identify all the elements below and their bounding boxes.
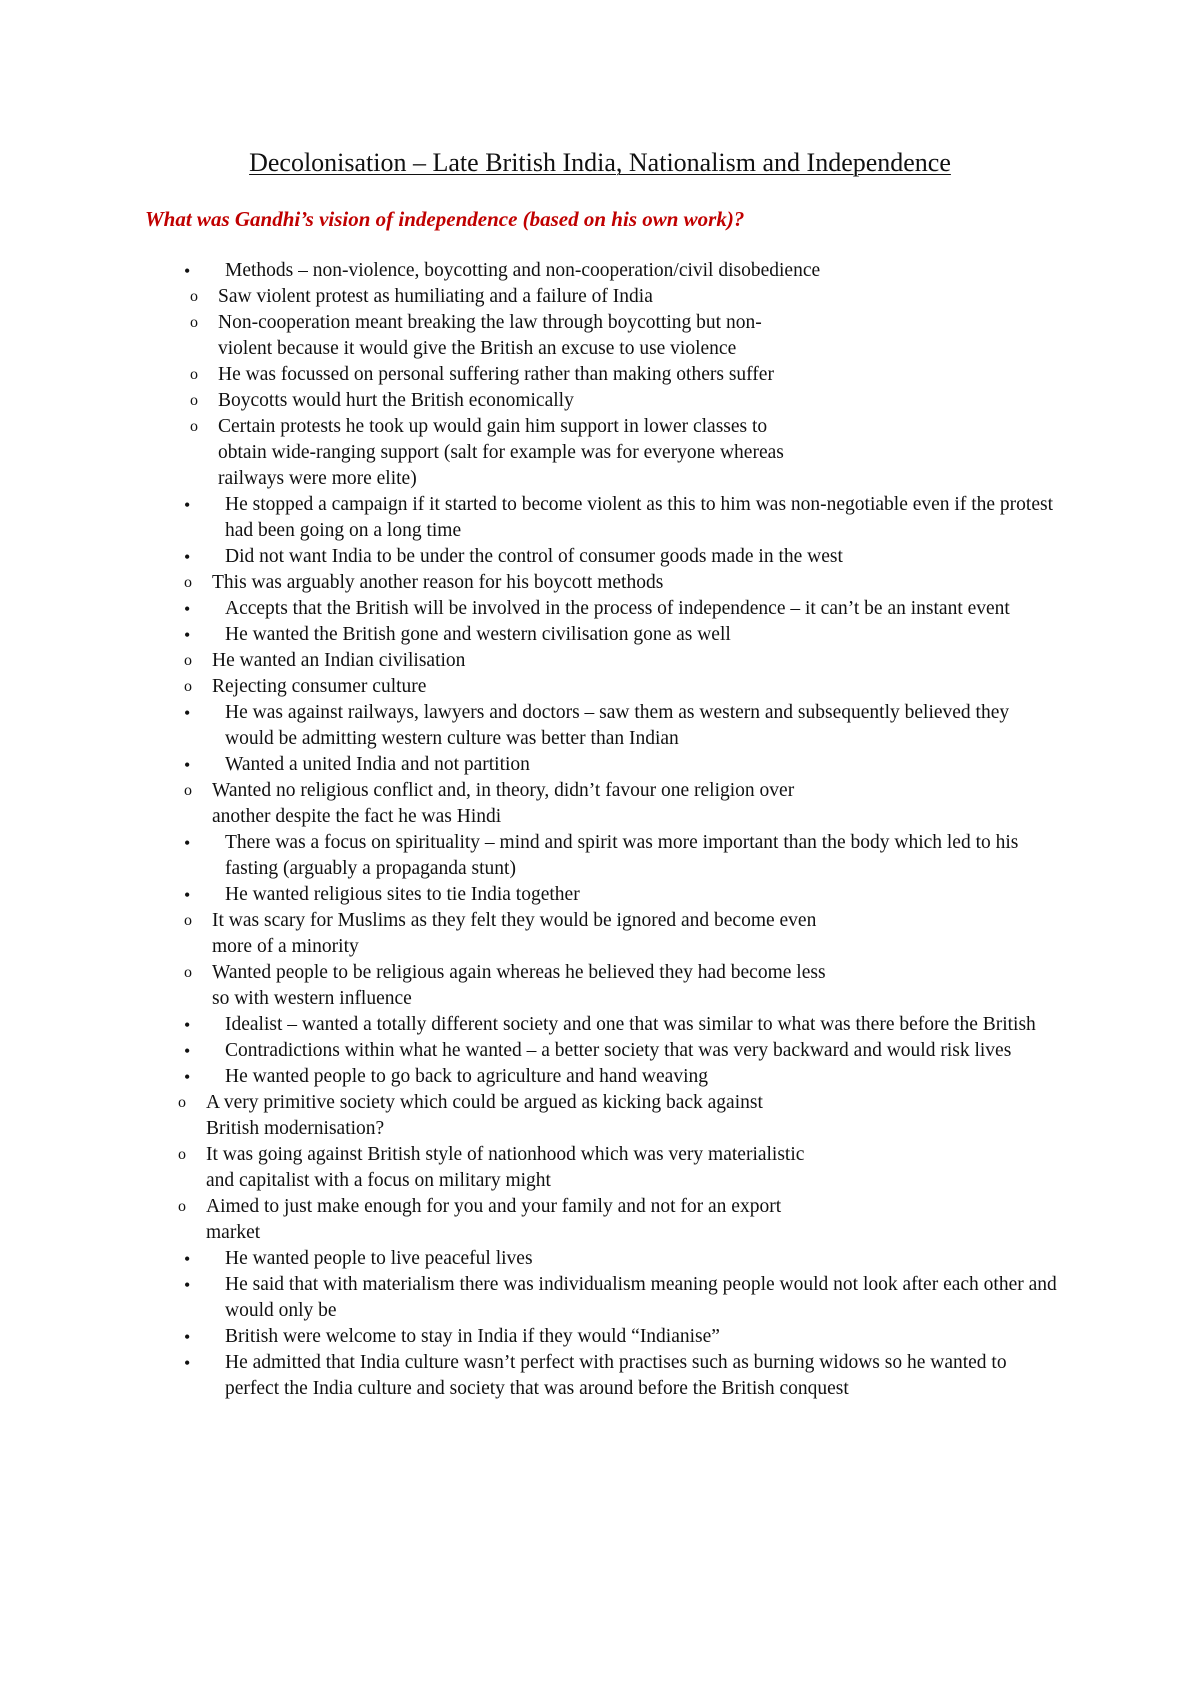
section-question-heading: What was Gandhi’s vision of independence (based on his own work)?	[145, 207, 745, 231]
sub-list-item	[184, 908, 842, 960]
list-item-text: He wanted the British gone and western civilisation gone as well	[225, 624, 731, 645]
list-item-text: He was against railways, lawyers and doctors – saw them as western and subsequently believed they would be admitting western culture was better than Indian	[225, 702, 1010, 749]
list-item-text: He stopped a campaign if it started to become violent as this to him was non-negotiable even if the protest had been going on a long time	[225, 494, 1053, 541]
bullet-icon: •	[184, 625, 191, 645]
sub-list-item	[190, 310, 808, 362]
sub-bullet-icon: o	[178, 1198, 186, 1215]
list-item-text: Wanted a united India and not partition	[225, 754, 530, 775]
list-item-text: Accepts that the British will be involved in the process of independence – it can’t be an instant event	[225, 598, 1010, 619]
list-item	[0, 1324, 1060, 1350]
list-item	[0, 492, 1060, 544]
sub-bullet-icon: o	[178, 1146, 186, 1163]
bullet-list	[0, 258, 1200, 1402]
bullet-icon: •	[184, 547, 191, 567]
sub-list-item	[184, 960, 842, 1012]
sub-list-item	[190, 362, 808, 388]
list-item	[0, 700, 1060, 752]
list-item	[0, 1064, 1060, 1090]
sub-bullet-icon: o	[184, 912, 192, 929]
sub-bullet-icon: o	[184, 782, 192, 799]
sub-bullet-icon: o	[190, 314, 198, 331]
sub-list-item	[184, 778, 842, 830]
list-item-text: Methods – non-violence, boycotting and non-cooperation/civil disobedience	[225, 260, 821, 281]
list-item-text: British were welcome to stay in India if they would “Indianise”	[225, 1326, 720, 1347]
bullet-icon: •	[184, 1353, 191, 1373]
sub-list-item	[178, 1090, 806, 1142]
sub-list-item-text: This was arguably another reason for his boycott methods	[212, 572, 664, 593]
sub-list-item	[178, 1194, 806, 1246]
bullet-icon: •	[184, 1067, 191, 1087]
list-item	[0, 830, 1060, 882]
sub-list-item-text: Wanted people to be religious again whereas he believed they had become less so with western influence	[212, 962, 826, 1009]
list-item-text: He wanted people to live peaceful lives	[225, 1248, 533, 1269]
sub-list-item	[190, 388, 808, 414]
bullet-icon: •	[184, 1249, 191, 1269]
list-item	[0, 752, 1060, 778]
sub-list-item-text: Wanted no religious conflict and, in theory, didn’t favour one religion over another despite the fact he was Hindi	[212, 780, 795, 827]
sub-list	[184, 908, 842, 1012]
list-item	[0, 1350, 1060, 1402]
sub-list-item-text: Certain protests he took up would gain him support in lower classes to obtain wide-ranging support (salt for example was for everyone whereas railways were more elite)	[218, 416, 784, 489]
list-item	[0, 882, 1060, 908]
list-item-text: He wanted people to go back to agriculture and hand weaving	[225, 1066, 708, 1087]
list-item	[0, 544, 1060, 570]
list-item	[0, 1012, 1060, 1038]
bullet-icon: •	[184, 755, 191, 775]
sub-bullet-icon: o	[190, 392, 198, 409]
bullet-icon: •	[184, 1015, 191, 1035]
list-item-text: He said that with materialism there was individualism meaning people would not look after each other and would only be	[225, 1274, 1057, 1321]
sub-list-item-text: He was focussed on personal suffering rather than making others suffer	[218, 364, 774, 385]
bullet-icon: •	[184, 495, 191, 515]
sub-bullet-icon: o	[184, 574, 192, 591]
sub-bullet-icon: o	[184, 678, 192, 695]
sub-list-item	[178, 1142, 806, 1194]
sub-list-item-text: He wanted an Indian civilisation	[212, 650, 466, 671]
bullet-icon: •	[184, 1275, 191, 1295]
sub-list	[184, 778, 842, 830]
sub-list-item-text: It was scary for Muslims as they felt they would be ignored and become even more of a minority	[212, 910, 817, 957]
list-item-text: He wanted religious sites to tie India together	[225, 884, 580, 905]
list-item	[0, 1272, 1060, 1324]
document-title: Decolonisation – Late British India, Nationalism and Independence	[249, 148, 951, 177]
list-item-text: He admitted that India culture wasn’t perfect with practises such as burning widows so he wanted to perfect the India culture and society that was around before the British conquest	[225, 1352, 1007, 1399]
sub-bullet-icon: o	[184, 652, 192, 669]
sub-list-item-text: Non-cooperation meant breaking the law through boycotting but non-violent because it would give the British an excuse to use violence	[218, 312, 762, 359]
sub-list-item-text: It was going against British style of nationhood which was very materialistic and capitalist with a focus on military might	[206, 1144, 805, 1191]
sub-bullet-icon: o	[190, 366, 198, 383]
bullet-icon: •	[184, 1327, 191, 1347]
sub-bullet-icon: o	[184, 964, 192, 981]
sub-list-item-text: Aimed to just make enough for you and your family and not for an export market	[206, 1196, 782, 1243]
list-item-text: Did not want India to be under the control of consumer goods made in the west	[225, 546, 843, 567]
list-item-text: Idealist – wanted a totally different society and one that was similar to what was there before the British	[225, 1014, 1036, 1035]
sub-list-item	[190, 284, 808, 310]
sub-list	[190, 284, 808, 492]
sub-list-item-text: Rejecting consumer culture	[212, 676, 427, 697]
list-item	[0, 622, 1060, 648]
bullet-icon: •	[184, 1041, 191, 1061]
list-item	[0, 258, 1060, 284]
bullet-icon: •	[184, 703, 191, 723]
list-item	[0, 596, 1060, 622]
sub-list-item-text: Boycotts would hurt the British economically	[218, 390, 574, 411]
sub-bullet-icon: o	[190, 418, 198, 435]
sub-list	[184, 648, 842, 700]
bullet-icon: •	[184, 599, 191, 619]
list-item-text: Contradictions within what he wanted – a better society that was very backward and would risk lives	[225, 1040, 1012, 1061]
sub-list-item	[184, 674, 842, 700]
sub-bullet-icon: o	[178, 1094, 186, 1111]
bullet-icon: •	[184, 885, 191, 905]
sub-list	[178, 1090, 806, 1246]
sub-list-item	[184, 570, 842, 596]
bullet-icon: •	[184, 833, 191, 853]
sub-list-item	[184, 648, 842, 674]
list-item	[0, 1246, 1060, 1272]
list-item-text: There was a focus on spirituality – mind and spirit was more important than the body which led to his fasting (arguably a propaganda stunt)	[225, 832, 1019, 879]
sub-list-item	[190, 414, 808, 492]
sub-list-item-text: Saw violent protest as humiliating and a failure of India	[218, 286, 653, 307]
list-item	[0, 1038, 1060, 1064]
sub-bullet-icon: o	[190, 288, 198, 305]
sub-list-item-text: A very primitive society which could be argued as kicking back against British modernisation?	[206, 1092, 763, 1139]
bullet-icon: •	[184, 261, 191, 281]
sub-list	[184, 570, 842, 596]
